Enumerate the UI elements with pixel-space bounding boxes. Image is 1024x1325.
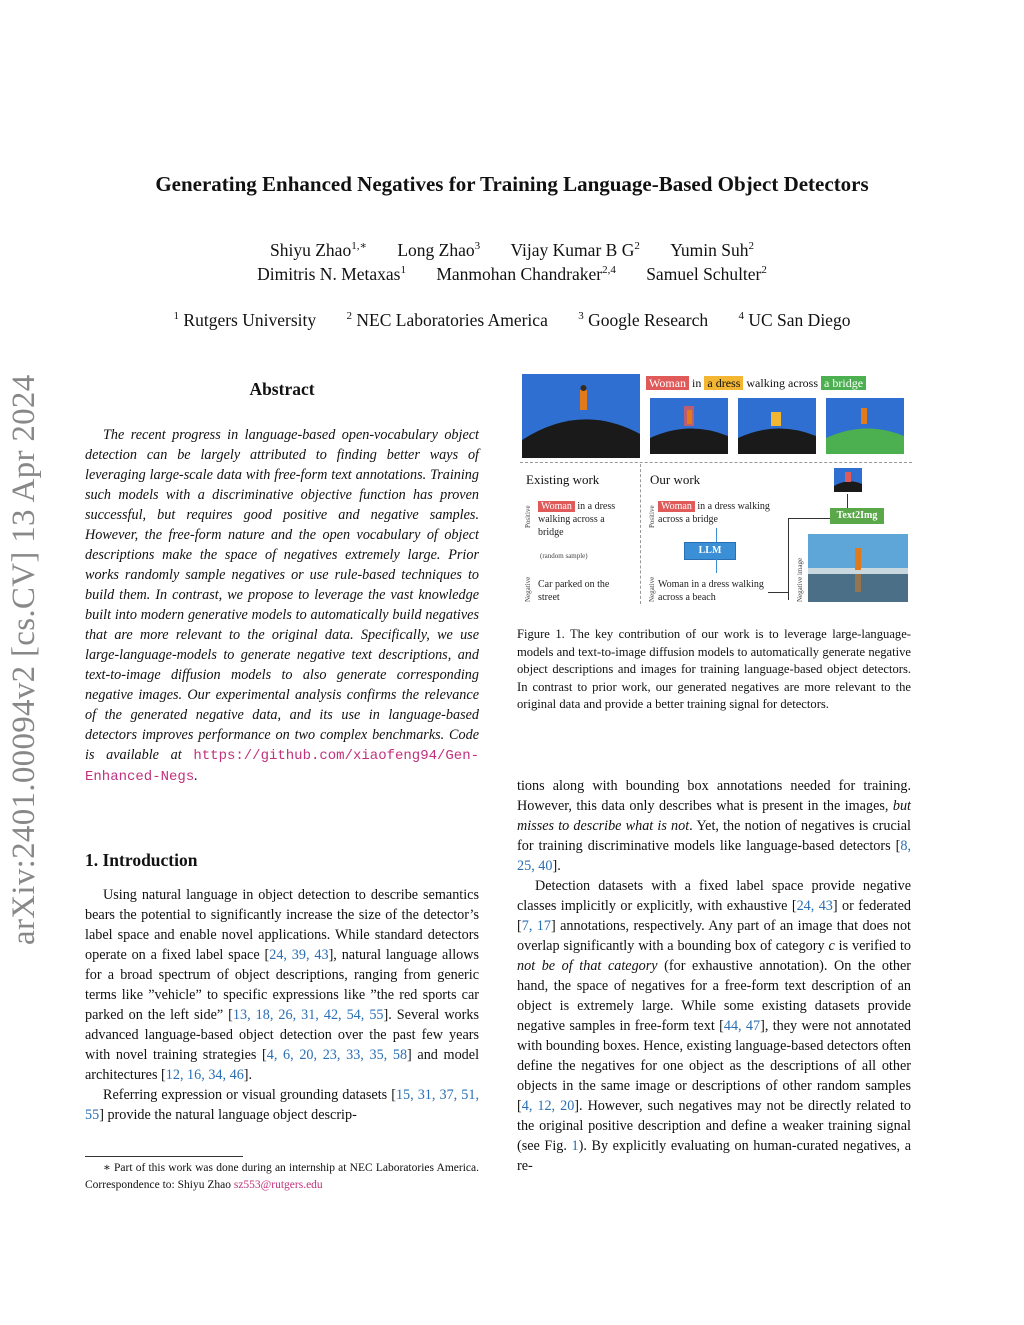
author: Manmohan Chandraker$^{2,4}$: [436, 264, 616, 284]
tag-dress: a dress: [704, 376, 743, 390]
citation[interactable]: 44, 47: [723, 1018, 761, 1034]
author: Yumin Suh$^2$: [670, 240, 754, 260]
existing-positive: Woman in a dress walking across a bridge: [538, 501, 616, 538]
abstract-body: The recent progress in language-based open-vocabulary object detection can be largely attributed to finding better ways of leveraging large-scale data with free-form text annotations. Training such models with a discriminative objective function has proven successful, but requires good positive and negative samples. However, the free-form nature and the open vocabulary of object descriptions make the space of negatives extremely large. Prior works randomly sample negatives or use rule-based techniques to build them. In contrast, we propose to leverage the vast knowledge built into modern generative models to automatically build negatives that are more relevant to the original data. Specifically, we use large-language-models to generate negative text descriptions, and text-to-image diffusion models to also generate corresponding negative images. Our experimental analysis confirms the relevance of the generated negative data, and its use in language-based detectors improves performance on two complex benchmarks. Code is available at https://github.com/xiaofeng94/Gen-Enhanced-Negs.: [85, 427, 480, 785]
affiliations: [0, 310, 1024, 331]
our-work-label: Our work: [650, 472, 701, 487]
intro-heading: 1. Introduction: [85, 850, 198, 870]
paper-title: Generating Enhanced Negatives for Training Language-Based Object Detectors: [155, 172, 869, 196]
footnote-rule: [85, 1156, 243, 1157]
intro-paragraph-2: Referring expression or visual grounding datasets [15, 31, 37, 51, 55] provide the natural language object descrip-: [85, 1087, 479, 1123]
figure-phrase: Woman in a dress walking across a bridge: [646, 376, 866, 391]
our-negative: Woman in a dress walking across a beach: [658, 579, 764, 603]
positive-label: Positive: [648, 505, 656, 528]
llm-box: LLM: [684, 542, 736, 560]
figure-caption: Figure 1. The key contribution of our work is to leverage large-language-models and text-to-image diffusion models to automatically generate negative object descriptions and images for training language-based object detectors. In contrast to prior work, our generated negatives are more relevant to the original data and provide a better training signal for detectors.: [517, 627, 911, 712]
author: Dimitris N. Metaxas$^1$: [257, 264, 406, 284]
original-image: [522, 374, 640, 458]
affiliation: $^2$ NEC Laboratories America: [346, 310, 548, 330]
random-sample-label: (random sample): [540, 552, 588, 560]
citation[interactable]: 24, 39, 43: [269, 947, 329, 963]
citation[interactable]: 12, 16, 34, 46: [165, 1067, 244, 1083]
separator-horizontal: [520, 462, 912, 463]
author: Samuel Schulter$^2$: [646, 264, 767, 284]
right-column-body: [517, 776, 911, 1176]
arrow-to-text2img: [847, 494, 848, 508]
intro-paragraph-1: Using natural language in object detection to describe semantics bears the potential to significantly increase the size of the detector’s label space and enable novel applications. While standard detectors operate on a fixed label space [24, 39, 43], natural language allows for a broad spectrum of object descriptions, ranging from generic terms like ”vehicle” to specific expressions like ”the red sports car parked on the left side” [13, 18, 26, 31, 42, 54, 55]. Several works advanced language-based object detection over the past few years with novel training strategies [4, 6, 20, 23, 33, 35, 58] and model architectures [12, 16, 34, 46].: [85, 887, 480, 1083]
arrow-from-llm: [716, 559, 717, 573]
tag-woman: Woman: [646, 376, 689, 390]
connector-top: [788, 518, 830, 519]
author: Shiyu Zhao$^{1,∗}$: [270, 240, 367, 260]
positive-label: Positive: [524, 505, 532, 528]
negative-image-label: Negative image: [796, 557, 804, 602]
footnote: ∗ Part of this work was done during an internship at NEC Laboratories America. Correspondence to: Shiyu Zhao sz553@rutgers.edu: [85, 1162, 479, 1191]
figure-reference[interactable]: 1: [571, 1138, 579, 1154]
affiliation: $^4$ UC San Diego: [738, 310, 851, 330]
right-paragraph-2: Detection datasets with a fixed label space provide negative classes implicitly or explicitly, with exhaustive [24, 43] or federated [7, 17] annotations, respectively. Any part of an image that does not overlap significantly with a bounding box of category c is verified to not be of that category (for exhaustive annotation). On the other hand, the space of negatives for a free-form text description of an object is extremely large. While some existing datasets provide negative samples in free-form text [44, 47], they were not annotated with bounding boxes. Hence, existing language-based detectors often define the negatives for one object as the descriptions of all other objects in the same image or descriptions of other random samples [4, 12, 20]. However, such negatives may not be directly related to the original positive description and define a weaker training signal (see Fig. 1). By explicitly evaluating on human-curated negatives, a re-: [517, 878, 912, 1174]
separator-vertical: [640, 464, 641, 604]
affiliation: $^3$ Google Research: [578, 310, 709, 330]
citation[interactable]: 4, 6, 20, 23, 33, 35, 58: [266, 1047, 408, 1063]
negative-image: [808, 534, 908, 602]
affiliation: $^1$ Rutgers University: [173, 310, 317, 330]
text2img-input-image: [834, 468, 862, 492]
negative-label: Negative: [524, 576, 532, 602]
authors-line-2: [0, 264, 1024, 285]
citation[interactable]: 4, 12, 20: [521, 1098, 575, 1114]
authors-line-1: [0, 240, 1024, 261]
existing-work-label: Existing work: [526, 472, 600, 487]
crop-bridge: [826, 398, 904, 454]
connector-vertical: [788, 518, 789, 600]
author: Vijay Kumar B $G^2$: [510, 240, 640, 260]
our-positive: Woman in a dress walking across a bridge: [658, 501, 770, 525]
citation[interactable]: 24, 43: [796, 898, 833, 914]
citation[interactable]: 7, 17: [521, 918, 551, 934]
abstract-heading: Abstract: [249, 379, 315, 399]
author: Long Zhao$^3$: [397, 240, 481, 260]
tag-bridge: a bridge: [821, 376, 866, 390]
connector-horizontal: [768, 592, 788, 593]
arrow-to-llm: [716, 528, 717, 542]
negative-label: Negative: [648, 576, 656, 602]
code-link[interactable]: https://github.com/xiaofeng94/Gen-Enhanced-Negs: [85, 748, 480, 785]
right-paragraph-1: tions along with bounding box annotations needed for training. However, this data only describes what is present in the images, but misses to describe what is not. Yet, the notion of negatives is crucial for training discriminative models like language-based detectors [8, 25, 40].: [517, 778, 911, 874]
arxiv-identifier: arXiv:2401.00094v2 [cs.CV] 13 Apr 2024: [6, 374, 42, 945]
crop-woman: [650, 398, 728, 454]
citation[interactable]: 8, 25, 40: [517, 838, 911, 874]
text2img-box: Text2Img: [830, 508, 884, 524]
existing-negative: Car parked on the street: [538, 579, 610, 603]
intro-body: [85, 885, 479, 1125]
citation[interactable]: 13, 18, 26, 31, 42, 54, 55: [232, 1007, 384, 1023]
crop-dress: [738, 398, 816, 454]
email-link[interactable]: sz553@rutgers.edu: [233, 1179, 323, 1191]
figure-1: [520, 370, 912, 610]
citation[interactable]: 15, 31, 37, 51, 55: [85, 1087, 479, 1123]
